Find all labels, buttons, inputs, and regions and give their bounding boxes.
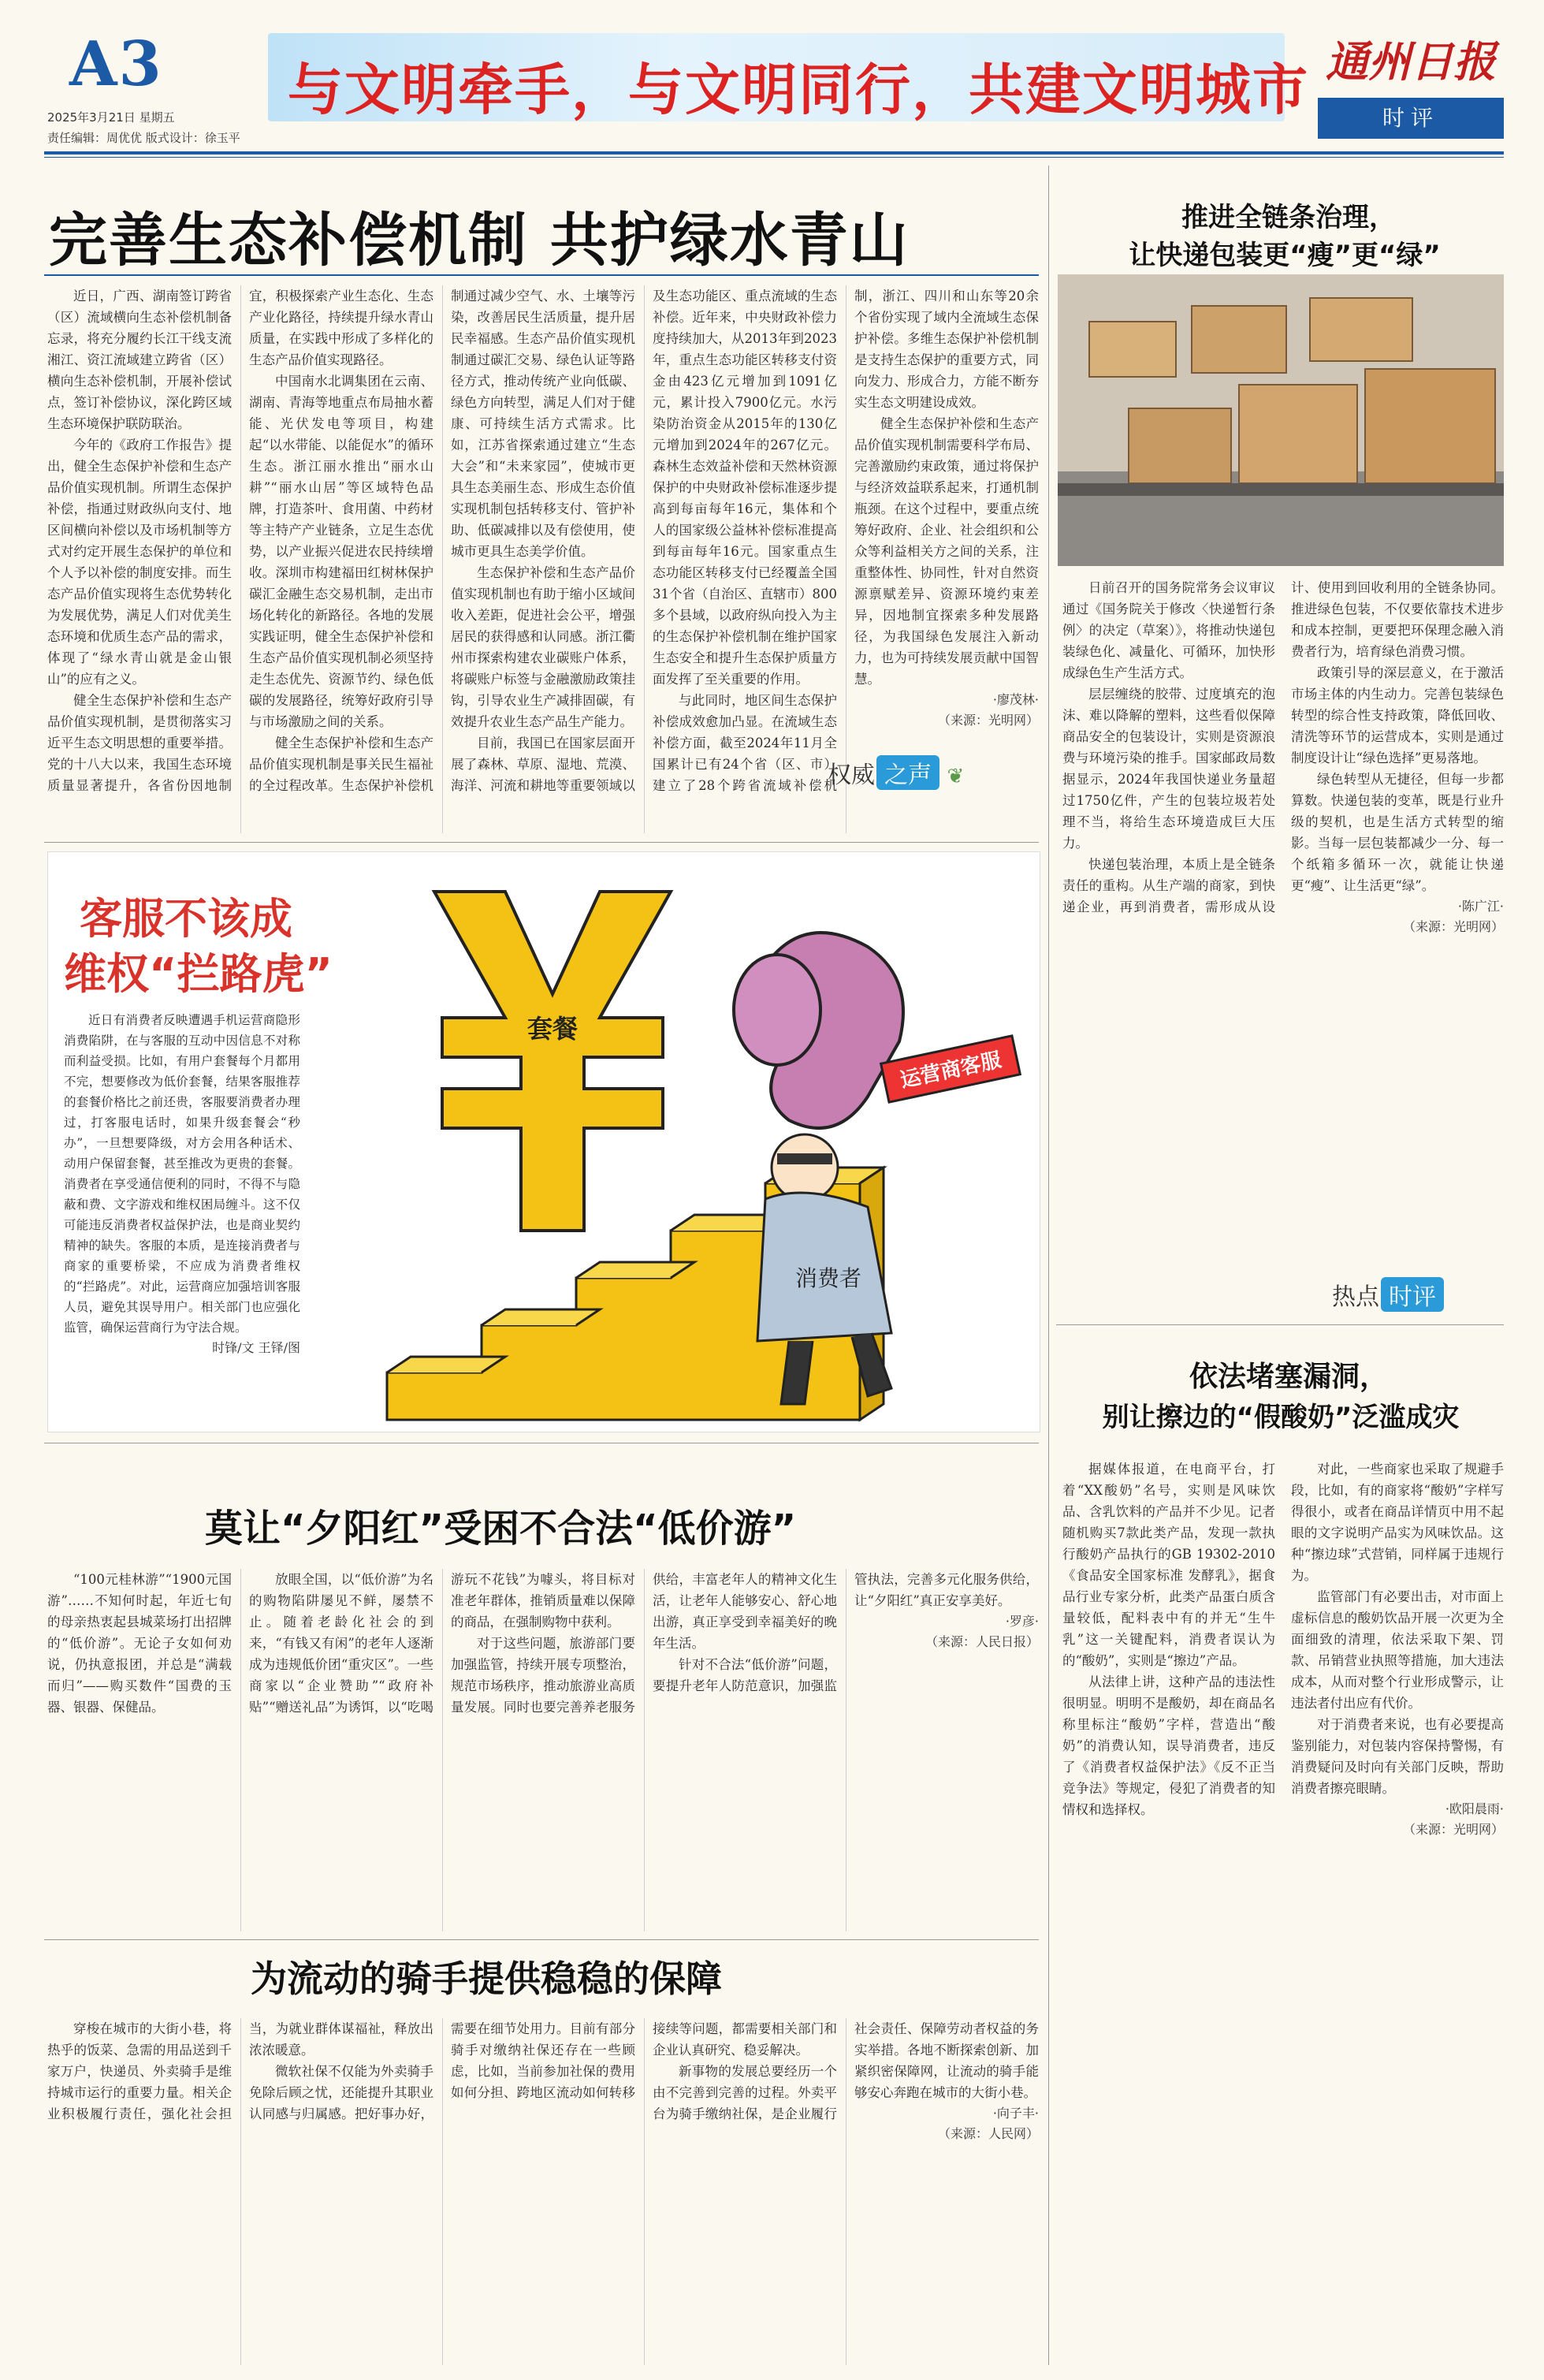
tour-paragraph: 针对不合法“低价游”问题，要提升老年人防范意识，加强监管执法，完善多元化服务供给，让“夕阳红”真正安享美好。 — [653, 1572, 1039, 1693]
tour-headline: 莫让“夕阳红”受困不合法“低价游” — [205, 1507, 797, 1551]
lead-author: ·廖茂林· — [992, 692, 1039, 707]
yogurt-title-line2: 别让擦边的“假酸奶”泛滥成灾 — [1102, 1402, 1460, 1433]
page-number: A3 — [69, 28, 163, 100]
header-rule-thin — [44, 157, 1504, 158]
tour-author: ·罗彦· — [1005, 1614, 1039, 1629]
redian-pill: 时评 — [1381, 1277, 1444, 1312]
yogurt-paragraph: 监管部门有必要出击，对市面上虚标信息的酸奶饮品开展一次更为全面细致的清理，依法采取下架、罚款、吊销营业执照等措施，加大违法成本，从而对整个行业形成警示，让违法者付出应有代价。 — [1291, 1589, 1504, 1711]
lead-body — [47, 285, 1039, 833]
telephone-handset-icon — [734, 933, 903, 1128]
cartoon-text — [64, 1010, 300, 1412]
quanwei-pill: 之声 — [876, 755, 939, 790]
lead-source: （来源：光明网） — [937, 713, 1039, 728]
cartoon-paragraph: 近日有消费者反映遭遇手机运营商隐形消费陷阱，在与客服的互动中因信息不对称而利益受损。比如，有用户套餐每个月都用不完，想要修改为低价套餐，结果客服推荐的套餐价格比之前还贵，客服要消费者办理过，打客服电话时，如果升级套餐会“秒办”，一旦想要降级，对方会用各种话术、动用户保留套餐，甚至推改为更贵的套餐。消费者在享受通信便利的同时，不得不与隐蔽和费、文字游戏和维权困局缠斗。这不仅可能违反消费者权益保护法，也是商业契约精神的缺失。客服的本质，是连接消费者与商家的重要桥梁，不应成为消费者维权的“拦路虎”。对此，运营商应加强培训客服人员，避免其误导用户。相关部门也应强化监管，确保运营商行为守法合规。 — [64, 1013, 300, 1335]
courier-title-line1: 推进全链条治理， — [1181, 202, 1396, 233]
editor-credits: 责任编辑：周优优 版式设计：徐玉平 — [47, 131, 240, 145]
courier-photo — [1058, 274, 1504, 566]
right-column-divider — [1048, 166, 1049, 2365]
tour-paragraph: 放眼全国，以“低价游”为名的购物陷阱屡见不鲜，屡禁不止。随着老龄化社会的到来，“有钱又有闲”的老年人逐渐成为违规低价团“重灾区”。一些商家以“企业赞助”“政府补贴”“赠送礼品”为诱饵，以“吃喝游玩不花钱”为噱头，将目标对准老年群体，推销质量难以保障的商品，在强制购物中获利。 — [249, 1572, 635, 1715]
yuan-sign-icon — [434, 892, 671, 1231]
slogan-text: 与文明牵手，与文明同行，共建文明城市 — [288, 58, 1309, 122]
courier-paragraph: 层层缠绕的胶带、过度填充的泡沫、难以降解的塑料，这些看似保障商品安全的包装设计，实则是资源浪费与环境污染的推手。国家邮政局数据显示，2024年我国快递业务量超过1750亿件，产生的包装垃圾若处理不当，将给生态环境造成巨大压力。 — [1062, 687, 1275, 851]
lead-paragraph: 中国南水北调集团在云南、湖南、青海等地重点布局抽水蓄能、光伏发电等项目，构建起“以水带能、以能促水”的循环生态。浙江丽水推出“丽水山耕”“丽水山居”等区域特色品牌，打造茶叶、食用菌、中药材等主特产产业链条，立足生态优势，以产业振兴促进农民持续增收。深圳市构建福田红树林保护碳汇金融生态交易机制，走出市场化转化的新路径。各地的发展实践证明，健全生态保护补偿和生态产品价值实现机制必须坚持走生态优先、资源节约、绿色低碳的发展路径，统筹好政府引导与市场激励之间的关系。 — [249, 374, 433, 729]
tour-paragraph: “100元桂林游”“1900元国游”……不知何时起，年近七旬的母亲热衷起县城菜场打出招牌的“低价游”。无论子女如何劝说，仍执意报团，并总是“满载而归”——购买数件“国费的玉器、银器、保健品。 — [47, 1572, 232, 1715]
cartoon-sign-text: 套餐 — [526, 1014, 579, 1044]
cartoon-title-line1: 客服不该成 — [80, 894, 292, 944]
quanwei-tag — [828, 755, 964, 790]
rider-headline: 为流动的骑手提供稳稳的保障 — [251, 1957, 722, 2000]
lead-paragraph: 今年的《政府工作报告》提出，健全生态保护补偿和生态产品价值实现机制。所谓生态保护补偿，指通过财政纵向支付、地区间横向补偿以及市场机制等方式对约定开展生态保护的单位和个人予以补偿的制度安排。而生态产品价值实现将生态优势转化为发展优势，满足人们对优美生态环境和优质生态产品的需求，体现了“绿水青山就是金山银山”的应有之义。 — [47, 438, 232, 687]
issue-date: 2025年3月21日 星期五 — [47, 110, 175, 125]
courier-source: （来源：光明网） — [1402, 919, 1504, 934]
cartoon-title-line2: 维权“拦路虎” — [64, 949, 333, 999]
yogurt-author: ·欧阳晨雨· — [1445, 1801, 1504, 1816]
courier-paragraph: 日前召开的国务院常务会议审议通过《国务院关于修改〈快递暂行条例〉的决定（草案）》，将推动快递包装绿色化、减量化、可循环，加快形成绿色生产生活方式。 — [1062, 580, 1275, 680]
yogurt-paragraph: 对此，一些商家也采取了规避手段，比如，有的商家将“酸奶”字样写得很小，或者在商品详情页中用不起眼的文字说明产品实为风味饮品。这种“擦边球”式营销，同样属于违规行为。 — [1291, 1462, 1504, 1583]
lead-headline: 完善生态补偿机制 共护绿水青山 — [49, 207, 910, 274]
courier-paragraph: 快递包装治理，本质上是全链条责任的重构。从生产端的商家，到快递企业，再到消费者，需形成从设计、使用到回收利用的全链条协同。推进绿色包装，不仅要依靠技术进步和成本控制，更要把环保理念融入消费者行为，培育绿色消费习惯。 — [1062, 580, 1504, 914]
yogurt-paragraph: 从法律上讲，这种产品的违法性很明显。明明不是酸奶，却在商品名称里标注“酸奶”字样，营造出“酸奶”的消费认知，误导消费者，违反了《消费者权益保护法》《反不正当竞争法》等规定，侵犯了消费者的知情权和选择权。 — [1062, 1674, 1275, 1817]
lead-paragraph: 生态保护补偿和生态产品价值实现机制也有助于缩小区域间收入差距，促进社会公平，增强居民的获得感和认同感。浙江衢州市探索构建农业碳账户体系，将碳账户标签与金融激励政策挂钩，引导农业生产减排固碳，有效提升农业生态产品生产能力。 — [451, 565, 635, 729]
yogurt-title-line1: 依法堵塞漏洞， — [1189, 1361, 1388, 1393]
tour-source: （来源：人民日报） — [925, 1634, 1039, 1649]
cartoon-banner-text: 运营商客服 — [898, 1048, 1004, 1093]
rider-author: ·向子丰· — [992, 2106, 1039, 2121]
courier-paragraph: 绿色转型从无捷径，但每一步都算数。快递包装的变革，既是行业升级的契机，也是生活方式转型的缩影。当每一层包装都减少一分、每一个纸箱多循环一次，就能让快递更“瘦”、让生活更“绿”。 — [1291, 772, 1504, 893]
yogurt-source: （来源：光明网） — [1402, 1822, 1504, 1837]
rider-paragraph: 微软社保不仅能为外卖骑手免除后顾之忧，还能提升其职业认同感与归属感。把好事办好，需要在细节处用力。目前有部分骑手对缴纳社保还存在一些顾虑，比如，当前参加社保的费用如何分担、跨地区流动如何转移接续等问题，都需要相关部门和企业认真研究、稳妥解决。 — [249, 2021, 837, 2121]
masthead-logo: 通州日报 — [1326, 36, 1496, 87]
leaf-icon: ❦ — [947, 765, 965, 788]
rider-body — [47, 2018, 1039, 2365]
tour-body — [47, 1569, 1039, 1931]
yogurt-paragraph: 据媒体报道，在电商平台，打着“XX酸奶”名号，实则是风味饮品、含乳饮料的产品并不少见。记者随机购买7款此类产品，发现一款执行酸奶产品执行的GB 19302-2010《食品安全国家标准 发酵乳》，据食品行业专家分析，此类产品蛋白质含量较低，配料表中有的并无“生牛乳”这一关键配料，消费者误认为的“酸奶”，实则是“擦边”产品。 — [1062, 1462, 1275, 1668]
redian-label: 热点 — [1332, 1283, 1379, 1311]
courier-paragraph: 政策引导的深层意义，在于激活市场主体的内生动力。完善包装绿色转型的综合性支持政策，降低回收、清洗等环节的运营成本，实则是通过制度设计让“绿色选择”更易落地。 — [1291, 665, 1504, 765]
lead-paragraph: 健全生态保护补偿和生态产品价值实现机制是事关民生福祉的全过程改革。生态保护补偿机制通过减少空气、水、土壤等污染，改善居民生活质量，提升居民幸福感。生态产品价值实现机制通过碳汇交易、绿色认证等路径方式，推动传统产业向低碳、绿色方向转型，满足人们对于健康、可持续生活方式需求。比如，江苏省探索通过建立“生态大会”和“未来家园”，使城市更具生态美丽生态、形成生态价值实现机制包括转移支付、管护补助、低碳减排以及有偿使用，使城市更具生态美学价值。 — [249, 289, 635, 793]
courier-bottom-rule — [1056, 1324, 1504, 1325]
header-rule — [44, 151, 1504, 155]
tour-bottom-rule — [44, 1939, 1039, 1940]
rider-paragraph: 穿梭在城市的大街小巷，将热乎的饭菜、急需的用品送到千家万户，快递员、外卖骑手是维持城市运行的重要力量。相关企业积极履行责任，强化社会担当，为就业群体谋福祉，释放出浓浓暖意。 — [47, 2021, 433, 2121]
cartoon-credit: 时锋/文 王铎/图 — [212, 1340, 300, 1355]
courier-author: ·陈广江· — [1457, 899, 1504, 914]
courier-body — [1062, 577, 1504, 1301]
lead-paragraph: 与此同时，地区间生态保护补偿成效愈加凸显。在流域生态补偿方面，截至2024年11月全国累计已有24个省（区、市）建立了28个跨省流域补偿机制，浙江、四川和山东等20余个省份实现了域内全流域生态保护补偿。多维生态保护补偿机制是支持生态保护的重要方式，同向发力、形成合力，方能不断夯实生态文明建设成效。 — [653, 289, 1039, 793]
cartoon-box — [47, 851, 1040, 1432]
section-tag: 时评 — [1318, 98, 1504, 139]
rider-paragraph: 新事物的发展总要经历一个由不完善到完善的过程。外卖平台为骑手缴纳社保，是企业履行社会责任、保障劳动者权益的务实举措。各地不断探索创新、加紧织密保障网，让流动的骑手能够安心奔跑在城市的大街小巷。 — [653, 2021, 1039, 2121]
lead-paragraph: 目前，我国已在国家层面开展了森林、草原、湿地、荒漠、海洋、河流和耕地等重要领域以及生态功能区、重点流域的生态补偿。近年来，中央财政补偿力度持续加大，从2013年到2023年，重点生态功能区转移支付资金由423亿元增加到1091亿元，累计投入7900亿元。水污染防治资金从2015年的130亿元增加到2024年的267亿元。森林生态效益补偿和天然林资源保护的中央财政补偿标准逐步提高到每亩每年16元，集体和个人的国家级公益林补偿标准提高到每亩每年16元。国家重点生态功能区转移支付已经覆盖全国31个省（自治区、直辖市）800多个县域，以政府纵向投入为主的生态保护补偿机制在维护国家生态安全和提升生态保护质量方面发挥了至关重要的作用。 — [451, 289, 837, 793]
rider-source: （来源：人民网） — [937, 2126, 1039, 2141]
lead-bottom-rule — [44, 842, 1039, 843]
redian-tag — [1332, 1277, 1444, 1312]
lead-paragraph: 健全生态保护补偿和生态产品价值实现机制，是贯彻落实习近平生态文明思想的重要举措。党的十八大以来，我国生态环境质量显著提升，各省份因地制宜，积极探索产业生态化、生态产业化路径，持续提升绿水青山质量，在实践中形成了多样化的生态产品价值实现路径。 — [47, 289, 433, 793]
lead-rule — [44, 274, 1039, 276]
yogurt-body — [1062, 1458, 1504, 2365]
lead-paragraph: 近日，广西、湖南签订跨省（区）流域横向生态补偿机制备忘录，将充分履约长江干线支流湘江、资江流域建立跨省（区）横向生态补偿机制，开展补偿试点，签订补偿协议，深化跨区域生态环境保护联防联治。 — [47, 289, 232, 431]
tour-paragraph: 对于这些问题，旅游部门要加强监管，持续开展专项整治，规范市场秩序，推动旅游业高质量发展。同时也要完善养老服务供给，丰富老年人的精神文化生活，让老年人能够安心、舒心地出游，真正享受到幸福美好的晚年生活。 — [451, 1572, 837, 1715]
quanwei-label: 权威 — [828, 762, 875, 789]
yogurt-paragraph: 对于消费者来说，也有必要提高鉴别能力，对包装内容保持警惕，有消费疑问及时向有关部门反映，帮助消费者擦亮眼睛。 — [1291, 1717, 1504, 1796]
consumer-label: 消费者 — [794, 1265, 862, 1291]
lead-paragraph: 健全生态保护补偿和生态产品价值实现机制需要科学布局、完善激励约束政策，通过将保护与经济效益联系起来，打通机制瓶颈。在这个过程中，要重点统筹好政府、企业、社会组织和公众等利益相关方之间的关系，注重整体性、协同性，针对自然资源禀赋差异、资源环境约束差异，因地制宜探索多种发展路径，为我国绿色发展注入新动力，也为可持续发展贡献中国智慧。 — [854, 416, 1039, 687]
cartoon-illustration — [316, 860, 1025, 1424]
courier-title-line2: 让快递包装更“瘦”更“绿” — [1129, 240, 1441, 271]
